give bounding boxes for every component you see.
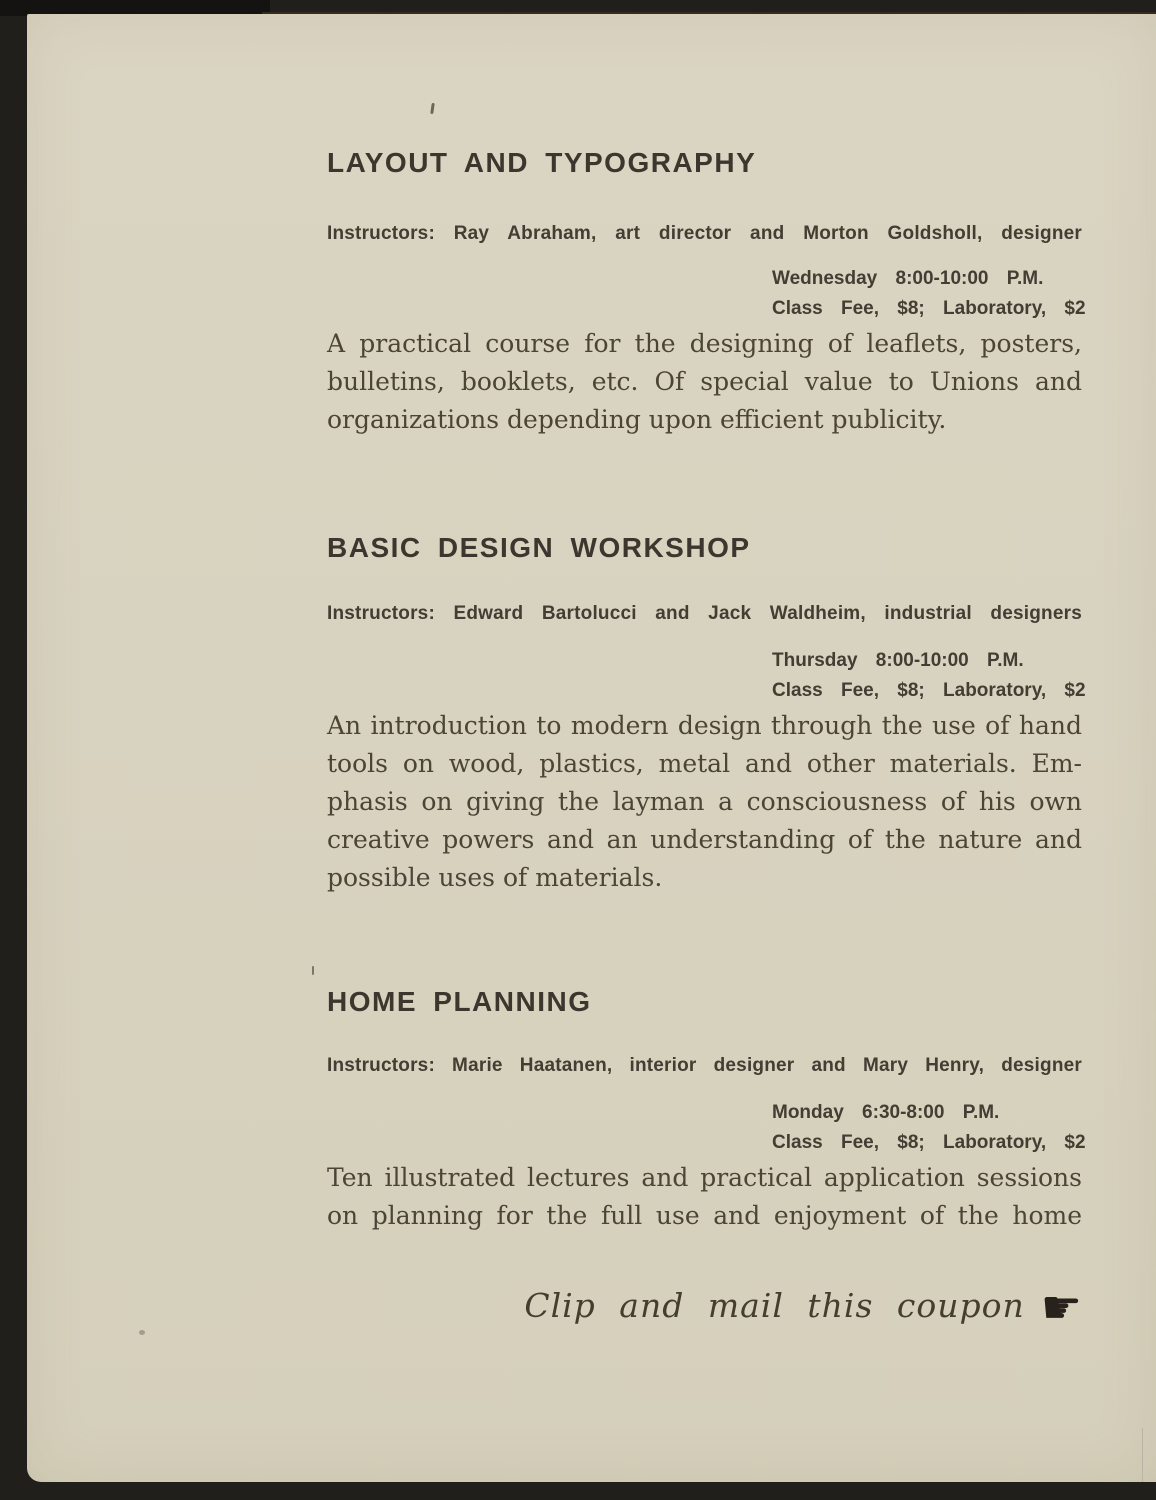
manicule-icon: ☛ [1040, 1280, 1082, 1334]
description-line: An introduction to modern design through the use of hand [327, 711, 1082, 740]
schedule-block [772, 264, 1084, 324]
paper-crease [1142, 1428, 1143, 1482]
paper-speck [312, 966, 314, 975]
description-line: Ten illustrated lectures and practical application sessions [327, 1163, 1082, 1192]
schedule-fee: Class Fee, $8; Laboratory, $2 [772, 1132, 1086, 1153]
description-line: phasis on giving the layman a consciousness of his own [327, 787, 1082, 816]
description-line: tools on wood, plastics, metal and other materials. Em- [327, 749, 1082, 778]
schedule-day-time: Thursday 8:00-10:00 P.M. [772, 650, 1024, 671]
schedule-day-time: Wednesday 8:00-10:00 P.M. [772, 268, 1044, 289]
instructors-line: Instructors: Marie Haatanen, interior designer and Mary Henry, designer [327, 1055, 1082, 1076]
instructors-line: Instructors: Ray Abraham, art director and Morton Goldsholl, designer [327, 223, 1082, 244]
coupon-callout [327, 1280, 1082, 1334]
description-line: creative powers and an understanding of the nature and [327, 825, 1082, 854]
course-title: BASIC DESIGN WORKSHOP [327, 532, 751, 563]
schedule-block [772, 646, 1084, 706]
schedule-fee: Class Fee, $8; Laboratory, $2 [772, 298, 1086, 319]
description-line: possible uses of materials. [327, 863, 663, 892]
schedule-block [772, 1098, 1084, 1158]
paper-speck [430, 103, 435, 114]
course-description [327, 707, 1082, 897]
description-line: A practical course for the designing of leaflets, posters, [327, 329, 1082, 358]
course-title: HOME PLANNING [327, 986, 592, 1017]
course-title: LAYOUT AND TYPOGRAPHY [327, 147, 757, 178]
paper-speck [139, 1330, 145, 1335]
description-line: organizations depending upon efficient publicity. [327, 405, 947, 434]
schedule-day-time: Monday 6:30-8:00 P.M. [772, 1102, 1000, 1123]
paper [27, 14, 1156, 1482]
coupon-script-text: Clip and mail this coupon [524, 1286, 1025, 1325]
description-line: bulletins, booklets, etc. Of special value to Unions and [327, 367, 1082, 396]
course-description [327, 1159, 1082, 1235]
course-description [327, 325, 1082, 439]
description-line: on planning for the full use and enjoyment of the home [327, 1201, 1082, 1230]
instructors-line: Instructors: Edward Bartolucci and Jack Waldheim, industrial designers [327, 603, 1082, 624]
schedule-fee: Class Fee, $8; Laboratory, $2 [772, 680, 1086, 701]
